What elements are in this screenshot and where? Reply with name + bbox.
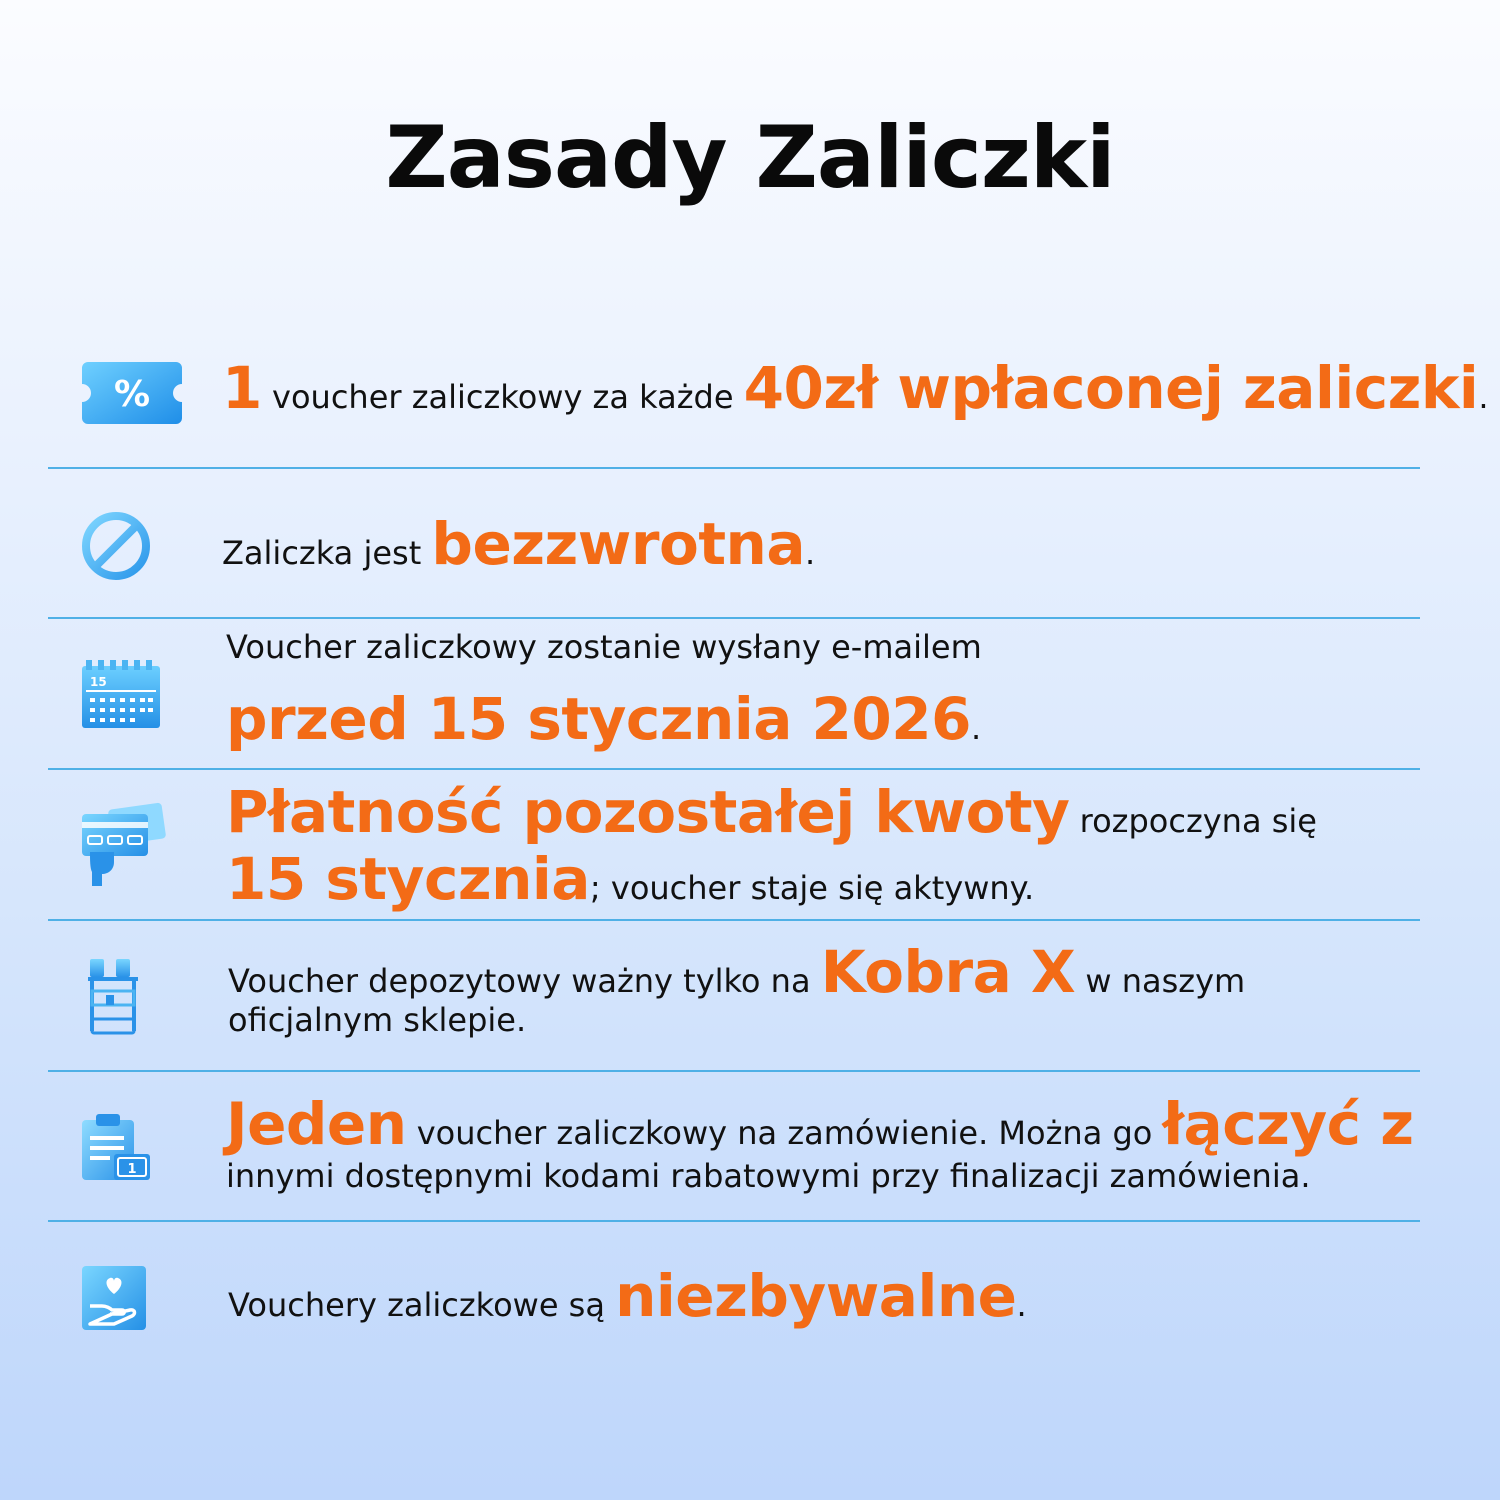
combine-label: łączyć z <box>1162 1090 1414 1158</box>
one-voucher-label: Jeden <box>226 1090 407 1158</box>
calendar-icon <box>80 658 162 730</box>
hand-heart-icon <box>80 1264 148 1332</box>
product-name: Kobra X <box>820 938 1076 1006</box>
no-refund-icon <box>80 510 152 582</box>
divider <box>48 1220 1420 1222</box>
divider <box>48 919 1420 921</box>
voucher-digit: 1 <box>127 1162 137 1177</box>
activation-date: 15 stycznia <box>226 845 590 913</box>
non-refundable-label: bezzwrotna <box>431 510 805 578</box>
percent-ticket-icon <box>80 358 184 428</box>
clipboard-voucher-icon <box>80 1112 152 1184</box>
divider <box>48 467 1420 469</box>
divider <box>48 768 1420 770</box>
remaining-payment-label: Płatność pozostałej kwoty <box>226 778 1070 846</box>
divider <box>48 1070 1420 1072</box>
3d-printer-icon <box>84 955 146 1037</box>
email-deadline: przed 15 stycznia 2026 <box>226 685 971 753</box>
divider <box>48 617 1420 619</box>
page-title: Zasady Zaliczki <box>385 108 1115 208</box>
non-transferable-label: niezbywalne <box>615 1262 1017 1330</box>
card-payment-icon <box>80 800 168 890</box>
calendar-day: 15 <box>90 675 107 689</box>
svg-text:%: % <box>113 374 151 415</box>
voucher-count: 1 <box>222 354 262 422</box>
deposit-amount: 40zł wpłaconej zaliczki <box>743 354 1479 422</box>
